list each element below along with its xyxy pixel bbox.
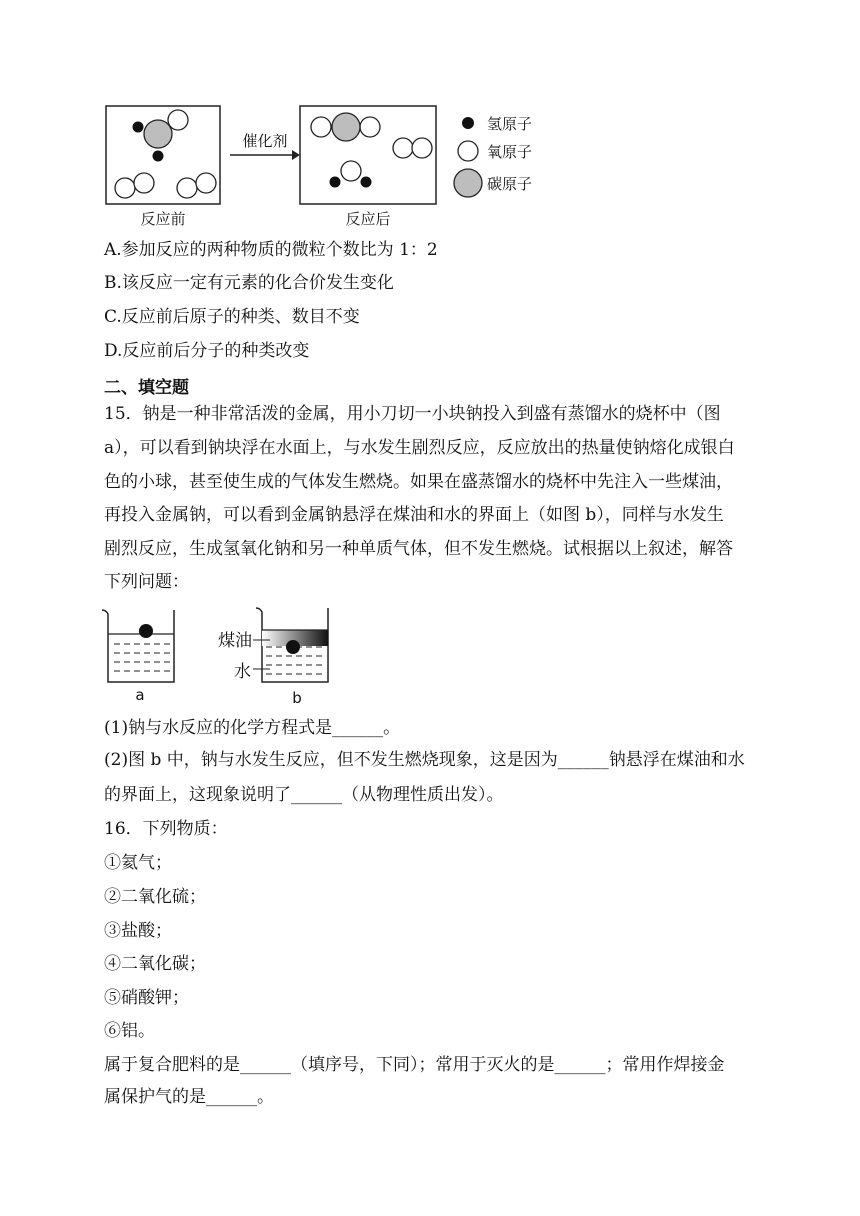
- q16-line: ⑥铝。: [104, 1021, 155, 1041]
- q16-line: 属保护气的是______。: [104, 1087, 274, 1107]
- label-a: a: [135, 686, 145, 704]
- section-title: 二、填空题: [104, 378, 189, 398]
- hydrogen-atom: [133, 122, 144, 133]
- catalyst-label: 催化剂: [242, 132, 288, 150]
- label-water: 水: [234, 662, 251, 682]
- q15-line: 再投入金属钠，可以看到金属钠悬浮在煤油和水的界面上（如图 b），同样与水发生: [104, 505, 724, 525]
- q15-line: a），可以看到钠块浮在水面上，与水发生剧烈反应，反应放出的热量使钠熔化成银白: [104, 438, 735, 458]
- oxygen-legend-icon: [458, 141, 478, 161]
- label-kerosene: 煤油: [218, 631, 252, 651]
- q16-line: 16．下列物质：: [104, 819, 228, 839]
- carbon-legend-label: 碳原子: [487, 175, 533, 193]
- option-d: D.反应前后分子的种类改变: [104, 341, 310, 361]
- q15-line: 15．钠是一种非常活泼的金属，用小刀切一小块钠投入到盛有蒸馏水的烧杯中（图: [104, 404, 721, 424]
- q15-sub-2-cont: 的界面上，这现象说明了______（从物理性质出发）。: [104, 785, 504, 805]
- q16-line: ②二氧化硫；: [104, 887, 206, 907]
- oxygen-legend-label: 氧原子: [487, 143, 533, 161]
- hydrogen-legend-icon: [462, 117, 474, 129]
- label-b: b: [292, 689, 302, 707]
- before-label: 反应前: [140, 210, 186, 228]
- q15-sub-1: (1)钠与水反应的化学方程式是______。: [104, 718, 401, 738]
- after-label: 反应后: [345, 210, 391, 228]
- option-c: C.反应前后原子的种类、数目不变: [104, 307, 360, 327]
- q15-line: 下列问题：: [104, 572, 189, 592]
- sodium-ball-a: [139, 624, 153, 638]
- reaction-diagram: [100, 100, 560, 232]
- hydrogen-legend-label: 氢原子: [487, 115, 533, 133]
- q16-line: 属于复合肥料的是______（填序号，下同）；常用于灭火的是______；常用作焊接金: [104, 1055, 725, 1075]
- q16-line: ⑤硝酸钾；: [104, 988, 189, 1008]
- carbon-legend-icon: [454, 169, 482, 197]
- q16-line: ③盐酸；: [104, 921, 172, 941]
- sodium-ball-b: [286, 640, 300, 654]
- q15-sub-2: (2)图 b 中，钠与水发生反应，但不发生燃烧现象，这是因为______钠悬浮在煤油和水: [104, 750, 745, 770]
- q15-line: 剧烈反应，生成氢氧化钠和另一种单质气体，但不发生燃烧。试根据以上叙述，解答: [104, 539, 733, 559]
- beaker-figure: [100, 600, 350, 710]
- q15-line: 色的小球，甚至使生成的气体发生燃烧。如果在盛蒸馏水的烧杯中先注入一些煤油，: [104, 472, 733, 492]
- option-b: B.该反应一定有元素的化合价发生变化: [104, 273, 394, 293]
- q16-line: ①氦气；: [104, 853, 172, 873]
- q16-line: ④二氧化碳；: [104, 954, 206, 974]
- option-a: A.参加反应的两种物质的微粒个数比为 1：2: [104, 240, 438, 260]
